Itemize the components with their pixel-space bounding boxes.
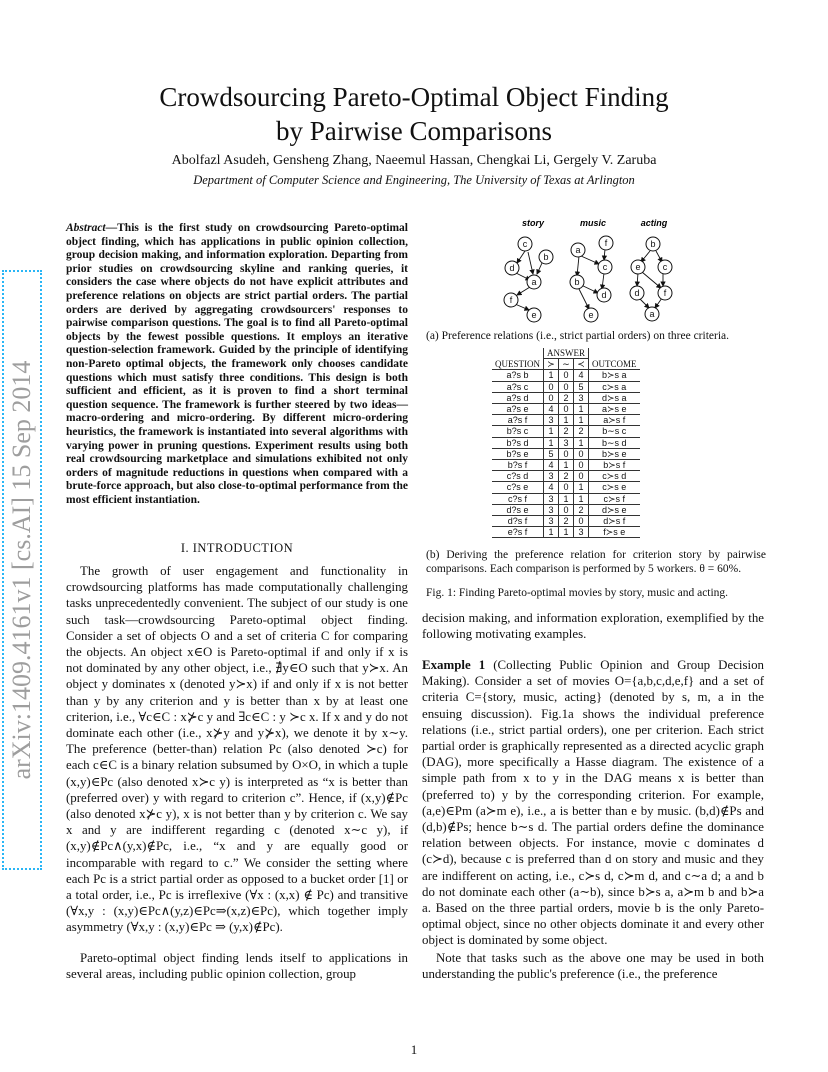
- table-row: [492, 504, 640, 515]
- lt-count-cell: 1: [574, 493, 589, 504]
- question-cell: e?s f: [492, 527, 544, 538]
- comparison-table: [492, 348, 640, 538]
- svg-text:b: b: [650, 239, 656, 249]
- lt-count-cell: 0: [574, 460, 589, 471]
- svg-text:c: c: [662, 262, 668, 272]
- outcome-cell: b≻s e: [589, 448, 640, 459]
- outcome-cell: c≻s d: [589, 471, 640, 482]
- preference-graphs: [478, 216, 708, 324]
- gt-count-cell: 3: [544, 471, 559, 482]
- svg-text:b: b: [543, 252, 549, 262]
- question-cell: d?s f: [492, 516, 544, 527]
- question-cell: a?s b: [492, 370, 544, 381]
- sim-count-cell: 1: [559, 460, 574, 471]
- table-row: [492, 392, 640, 403]
- svg-text:f: f: [604, 238, 608, 248]
- gt-count-cell: 3: [544, 516, 559, 527]
- gt-count-cell: 4: [544, 482, 559, 493]
- lt-count-cell: 2: [574, 504, 589, 515]
- outcome-cell: a≻s f: [589, 415, 640, 426]
- abstract: [66, 222, 408, 507]
- table-row: [492, 448, 640, 459]
- question-cell: c?s f: [492, 493, 544, 504]
- outcome-cell: c≻s a: [589, 381, 640, 392]
- table-row: [492, 437, 640, 448]
- outcome-cell: c≻s e: [589, 482, 640, 493]
- gt-count-cell: 1: [544, 370, 559, 381]
- col-question: QUESTION: [492, 348, 544, 370]
- lt-count-cell: 5: [574, 381, 589, 392]
- question-cell: a?s c: [492, 381, 544, 392]
- table-row: [492, 471, 640, 482]
- outcome-cell: c≻s f: [589, 493, 640, 504]
- label-acting: acting: [640, 218, 668, 228]
- svg-text:f: f: [663, 288, 667, 298]
- sim-count-cell: 1: [559, 493, 574, 504]
- svg-text:b: b: [574, 277, 580, 287]
- gt-count-cell: 3: [544, 415, 559, 426]
- arxiv-stamp[interactable]: arXiv:1409.4161v1 [cs.AI] 15 Sep 2014: [2, 270, 42, 870]
- lt-count-cell: 3: [574, 527, 589, 538]
- table-row: [492, 460, 640, 471]
- example-label: Example 1: [422, 658, 486, 672]
- lt-count-cell: 1: [574, 415, 589, 426]
- outcome-cell: f≻s e: [589, 527, 640, 538]
- gt-count-cell: 0: [544, 381, 559, 392]
- sim-count-cell: 2: [559, 392, 574, 403]
- sim-count-cell: 0: [559, 448, 574, 459]
- question-cell: a?s f: [492, 415, 544, 426]
- question-cell: c?s e: [492, 482, 544, 493]
- outcome-cell: b∼s d: [589, 437, 640, 448]
- table-row: [492, 404, 640, 415]
- svg-text:c: c: [602, 262, 608, 272]
- gt-count-cell: 4: [544, 460, 559, 471]
- lt-count-cell: 0: [574, 471, 589, 482]
- col-lt: ≺: [574, 359, 589, 370]
- title-line-1: Crowdsourcing Pareto-Optimal Object Finding: [159, 82, 669, 112]
- question-cell: c?s d: [492, 471, 544, 482]
- question-cell: b?s f: [492, 460, 544, 471]
- svg-text:d: d: [509, 263, 515, 273]
- sim-count-cell: 1: [559, 415, 574, 426]
- table-row: [492, 370, 640, 381]
- lt-count-cell: 1: [574, 404, 589, 415]
- example-text: (Collecting Public Opinion and Group Decision Making). Consider a set of movies O={a,b,c,d,e,f} and a set of criteria C={story, music, acting} (denoted by s, m, a in the ensuing discussion). Fig.1a shows the individual preference relations (i.e., strict partial orders), one per criterion. Each strict partial order is graphically represented as a directed acyclic graph (DAG), more specifically a Hasse diagram. The existence of a simple path from x to y in the DAG means x is better than (preferred to) y by the corresponding criterion. For example, (a,e)∈Pm (a≻m e), i.e., a is better than e by music. (b,d)∉Ps and (d,b)∉Ps; hence b∼s d. The partial orders define the dominance relation between objects. For instance, movie c dominates d (c≻d), because c is preferred than d on story and music and they are indifferent on acting, i.e., c≻s d, c≻m d, and c∼a d; a and b do not dominate each other (a∼b), since b≻s a, a≻m b and b≻a a. Based on the three partial orders, movie b is the only Pareto-optimal object, since no other objects dominate it and every other object is dominated by some object.: [422, 658, 764, 948]
- author-list: Abolfazl Asudeh, Gensheng Zhang, Naeemul Hassan, Chengkai Li, Gergely V. Zaruba: [171, 153, 657, 168]
- svg-text:e: e: [588, 310, 594, 320]
- col-sim: ∼: [559, 359, 574, 370]
- question-cell: a?s e: [492, 404, 544, 415]
- sim-count-cell: 0: [559, 404, 574, 415]
- lt-count-cell: 0: [574, 448, 589, 459]
- svg-text:d: d: [601, 290, 607, 300]
- svg-text:d: d: [634, 288, 640, 298]
- comparison-table-wrap: [492, 348, 640, 538]
- gt-count-cell: 3: [544, 504, 559, 515]
- affiliation: Department of Computer Science and Engineering, The University of Texas at Arlington: [193, 173, 635, 187]
- gt-count-cell: 4: [544, 404, 559, 415]
- outcome-cell: d≻s e: [589, 504, 640, 515]
- outcome-cell: d≻s f: [589, 516, 640, 527]
- abstract-lead: Abstract: [66, 222, 106, 234]
- example-paragraph: [422, 657, 764, 949]
- lt-count-cell: 4: [574, 370, 589, 381]
- page-number: 1: [410, 1042, 418, 1057]
- table-row: [492, 516, 640, 527]
- lt-count-cell: 0: [574, 516, 589, 527]
- question-cell: b?s e: [492, 448, 544, 459]
- question-cell: b?s d: [492, 437, 544, 448]
- caption-b: (b) Deriving the preference relation for criterion story by pairwise comparisons. Each comparison is performed by 5 workers. θ = 60%.: [426, 549, 766, 575]
- right-paragraph-1: decision making, and information exploration, exemplified by the following motivating examples.: [422, 611, 764, 642]
- outcome-cell: a≻s e: [589, 404, 640, 415]
- table-row: [492, 527, 640, 538]
- svg-text:a: a: [575, 245, 581, 255]
- lt-count-cell: 1: [574, 437, 589, 448]
- col-outcome: OUTCOME: [589, 348, 640, 370]
- answer-header: ANSWER: [544, 348, 589, 359]
- outcome-cell: b∼s c: [589, 426, 640, 437]
- table-row: [492, 426, 640, 437]
- svg-text:c: c: [522, 239, 528, 249]
- lt-count-cell: 1: [574, 482, 589, 493]
- intro-paragraph-1: The growth of user engagement and functionality in crowdsourcing platforms has made computationally challenging tasks unprecedentedly convenient. The subject of our study is one such task—crowdsourcing Pareto-optimal object finding. Consider a set of objects O and a set of criteria C for comparing the objects. An object x∈O is Pareto-optimal if and only if x is not dominated by any other object, i.e., ∄y∈O such that y≻x. An object y dominates x (denoted y≻x) if and only if x is not better than y by any criterion and y is better than x by at least one criterion, i.e., ∀c∈C : x⊁c y and ∃c∈C : y ≻c x. If x and y do not dominate each other (i.e., x⊁y and y⊁x), we denote it by x∼y. The preference (better-than) relation Pc (also denoted ≻c) for each c∈C is a binary relation subsumed by O×O, in which a tuple (x,y)∈Pc (also denoted x≻c y) is interpreted as “x is better than (preferred over) y with regard to criterion c”. Hence, if (x,y)∉Pc (also denoted x⊁c y), x is not better than y by criterion c. We say x and y are indifferent regarding c (denoted x∼c y), if (x,y)∉Pc∧(y,x)∉Pc, i.e., “x and y are equally good or incomparable with regard to c.” We consider the setting where each Pc is a strict partial order as opposed to a bucket order [1] or a total order, i.e., Pc is irreflexive (∀x : (x,x) ∉ Pc) and transitive (∀x,y : (x,y)∈Pc∧(y,z)∈Pc⇒(x,z)∈Pc), which together imply asymmetry (∀x,y : (x,y)∈Pc ⇒ (y,x)∉Pc).: [66, 564, 408, 935]
- svg-text:e: e: [635, 262, 641, 272]
- lt-count-cell: 2: [574, 426, 589, 437]
- col-gt: ≻: [544, 359, 559, 370]
- gt-count-cell: 5: [544, 448, 559, 459]
- sim-count-cell: 2: [559, 516, 574, 527]
- section-title: I. INTRODUCTION: [180, 541, 294, 555]
- sim-count-cell: 0: [559, 370, 574, 381]
- gt-count-cell: 0: [544, 392, 559, 403]
- abstract-text: —This is the first study on crowdsourcing Pareto-optimal object finding, which has applications in public opinion collection, group decision making, and information exploration. Departing from prior studies on crowdsourcing skyline and ranking queries, it considers the case where objects do not have explicit attributes and preference relations on objects are strict partial orders. The partial orders are derived by aggregating crowdsourcers' responses to pairwise comparison questions. The goal is to find all Pareto-optimal objects by the fewest possible questions. It employs an iterative question-selection framework. Guided by the principle of identifying non-Pareto optimal objects, the framework only chooses candidate questions which must satisfy three conditions. This design is both sufficient and efficient, as it is proven to find a short terminal question sequence. The framework is further steered by two ideas—macro-ordering and micro-ordering. By different micro-ordering heuristics, the framework is instantiated into several algorithms with varying power in pruning questions. Experiment results using both real crowdsourcing marketplace and simulations exhibited not only orders of magnitude reductions in questions when compared with a brute-force approach, but also close-to-optimal performance from the most efficient instantiation.: [66, 222, 408, 506]
- table-row: [492, 493, 640, 504]
- paper-title: [0, 80, 828, 148]
- label-music: music: [579, 218, 607, 228]
- gt-count-cell: 3: [544, 493, 559, 504]
- outcome-cell: b≻s f: [589, 460, 640, 471]
- figure-caption: Fig. 1: Finding Pareto-optimal movies by story, music and acting.: [426, 587, 729, 599]
- question-cell: b?s c: [492, 426, 544, 437]
- sim-count-cell: 1: [559, 527, 574, 538]
- sim-count-cell: 2: [559, 426, 574, 437]
- question-cell: a?s d: [492, 392, 544, 403]
- outcome-cell: d≻s a: [589, 392, 640, 403]
- svg-text:a: a: [531, 277, 537, 287]
- gt-count-cell: 1: [544, 426, 559, 437]
- gt-count-cell: 1: [544, 527, 559, 538]
- svg-text:a: a: [649, 309, 655, 319]
- sim-count-cell: 0: [559, 504, 574, 515]
- lt-count-cell: 3: [574, 392, 589, 403]
- intro-paragraph-2: Pareto-optimal object finding lends itself to applications in several areas, including public opinion collection, group: [66, 951, 408, 982]
- sim-count-cell: 2: [559, 471, 574, 482]
- table-row: [492, 381, 640, 392]
- gt-count-cell: 1: [544, 437, 559, 448]
- table-row: [492, 415, 640, 426]
- sim-count-cell: 0: [559, 482, 574, 493]
- question-cell: d?s e: [492, 504, 544, 515]
- svg-text:f: f: [509, 295, 513, 305]
- right-paragraph-2: Note that tasks such as the above one may be used in both understanding the public's preference (i.e., the preference: [422, 951, 764, 982]
- table-row: [492, 482, 640, 493]
- svg-text:e: e: [531, 310, 537, 320]
- sim-count-cell: 0: [559, 381, 574, 392]
- sim-count-cell: 3: [559, 437, 574, 448]
- outcome-cell: b≻s a: [589, 370, 640, 381]
- caption-a: (a) Preference relations (i.e., strict partial orders) on three criteria.: [426, 330, 729, 342]
- label-story: story: [521, 218, 545, 228]
- title-line-2: by Pairwise Comparisons: [276, 116, 552, 146]
